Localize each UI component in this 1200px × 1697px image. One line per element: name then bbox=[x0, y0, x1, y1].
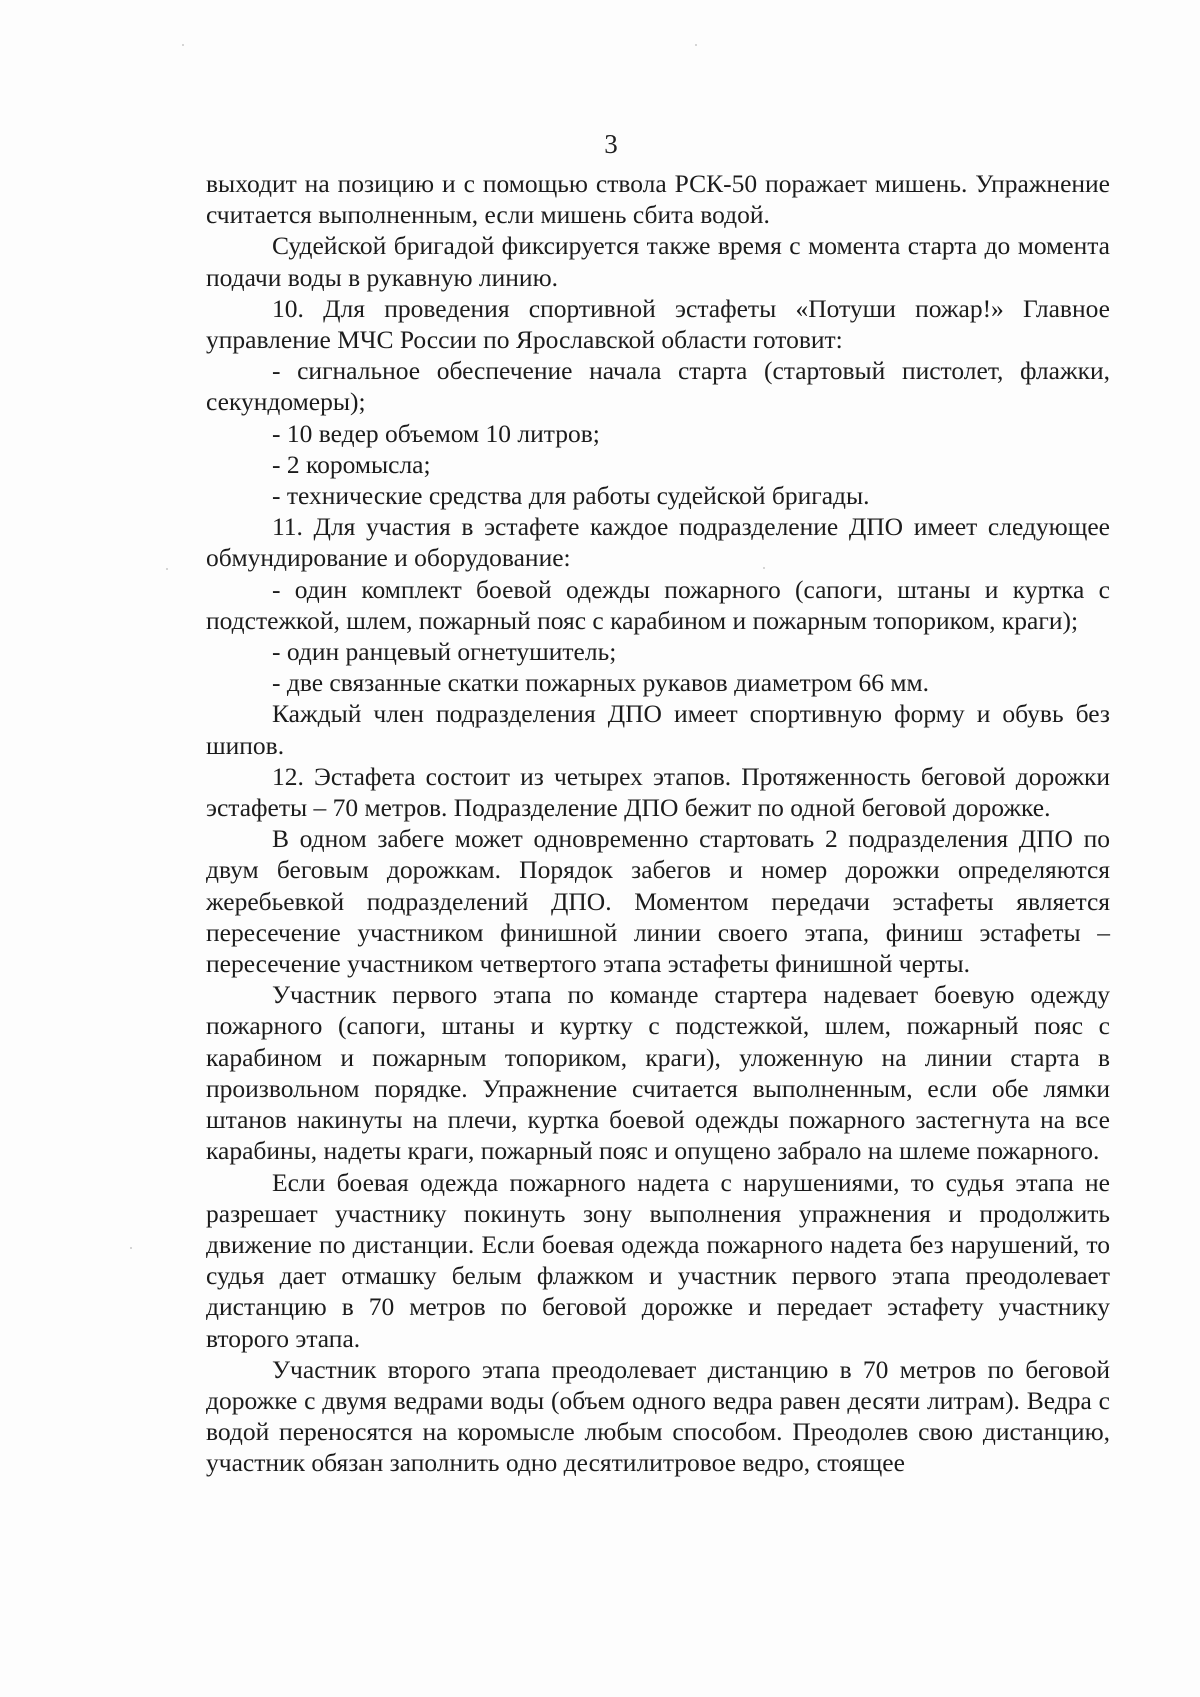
scan-speck bbox=[130, 1247, 132, 1249]
paragraph: - один комплект боевой одежды пожарного (сапоги, штаны и куртка с подстежкой, шлем, пожарный пояс с карабином и пожарным топориком, краги); bbox=[206, 574, 1110, 635]
paragraph: Каждый член подразделения ДПО имеет спортивную форму и обувь без шипов. bbox=[206, 699, 1110, 760]
paragraph: - 2 коромысла; bbox=[272, 449, 431, 479]
paragraph: 11. Для участия в эстафете каждое подразделение ДПО имеет следующее обмундирование и оборудование: bbox=[206, 512, 1110, 573]
document-body bbox=[206, 168, 1110, 1479]
paragraph: 12. Эстафета состоит из четырех этапов. Протяженность беговой дорожки эстафеты – 70 метров. Подразделение ДПО бежит по одной беговой дорожке. bbox=[206, 761, 1110, 823]
scan-speck bbox=[763, 567, 765, 569]
scan-speck bbox=[695, 44, 697, 46]
paragraph: - 10 ведер объемом 10 литров; bbox=[272, 418, 600, 448]
paragraph: Участник второго этапа преодолевает дистанцию в 70 метров по беговой дорожке с двумя ведрами воды (объем одного ведра равен десяти литрам). Ведра с водой переносятся на коромысле любым способом. Преодолев свою дистанцию, участник обязан заполнить одно десятилитровое ведро, стоящее bbox=[206, 1354, 1110, 1478]
paragraph: Если боевая одежда пожарного надета с нарушениями, то судья этапа не разрешает участнику покинуть зону выполнения упражнения и продолжить движение по дистанции. Если боевая одежда пожарного надета без нарушений, то судья дает отмашку белым флажком и участник первого этапа преодолевает дистанцию в 70 метров по беговой дорожке и передает эстафету участнику второго этапа. bbox=[206, 1167, 1110, 1353]
paragraph: - технические средства для работы судейской бригады. bbox=[272, 481, 870, 511]
paragraph: - две связанные скатки пожарных рукавов диаметром 66 мм. bbox=[272, 668, 929, 698]
paragraph: Судейской бригадой фиксируется также время с момента старта до момента подачи воды в рукавную линию. bbox=[206, 231, 1110, 292]
paragraph: Участник первого этапа по команде стартера надевает боевую одежду пожарного (сапоги, штаны и куртку с подстежкой, шлем, пожарный пояс с карабином и пожарным топориком, краги), уложенную на линии старта в произвольном порядке. Упражнение считается выполненным, если обе лямки штанов накинуты на плечи, куртка боевой одежды пожарного застегнута на все карабины, надеты краги, пожарный пояс и опущено забрало на шлеме пожарного. bbox=[206, 980, 1110, 1166]
paragraph: В одном забеге может одновременно стартовать 2 подразделения ДПО по двум беговым дорожкам. Порядок забегов и номер дорожки определяются жеребьевкой подразделений ДПО. Моментом передачи эстафеты является пересечение участником финишной линии своего этапа, финиш эстафеты – пересечение участником четвертого этапа эстафеты финишной черты. bbox=[206, 824, 1110, 979]
scan-speck bbox=[166, 568, 168, 570]
paragraph: - один ранцевый огнетушитель; bbox=[272, 637, 617, 667]
page-number: 3 bbox=[604, 129, 618, 159]
paragraph: 10. Для проведения спортивной эстафеты «Потуши пожар!» Главное управление МЧС России по Ярославской области готовит: bbox=[206, 293, 1110, 355]
paragraph: - сигнальное обеспечение начала старта (стартовый пистолет, флажки, секундомеры); bbox=[206, 356, 1110, 417]
paragraph: выходит на позицию и с помощью ствола РСК-50 поражает мишень. Упражнение считается выполненным, если мишень сбита водой. bbox=[206, 169, 1110, 230]
scan-speck bbox=[182, 44, 184, 46]
